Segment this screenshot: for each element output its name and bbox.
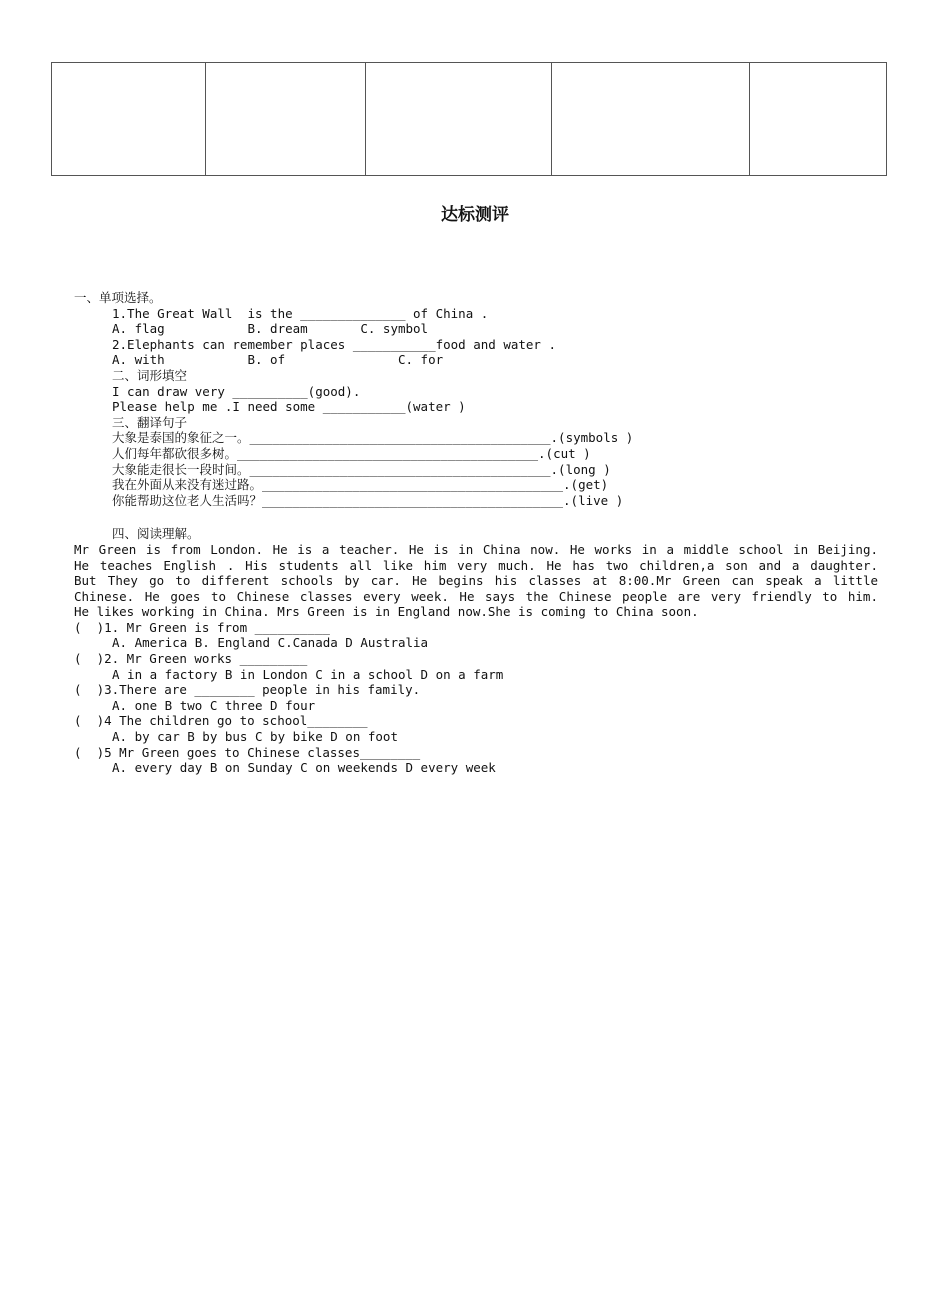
reading-question: ( )5 Mr Green goes to Chinese classes________ <box>74 744 421 760</box>
passage-line: He teaches English . His students all like him very much. He has two children,a son and a daughter. <box>74 557 878 573</box>
section1-heading: 一、单项选择。 <box>74 290 162 305</box>
reading-question-options: A. every day B on Sunday C on weekends D every week <box>112 760 496 776</box>
reading-question: ( )3.There are ________ people in his family. <box>74 682 421 698</box>
reading-question: ( )4 The children go to school________ <box>74 713 368 729</box>
translation-item: 大象能走很长一段时间。________________________________________.(long ) <box>112 461 611 477</box>
section1-question-1: 1.The Great Wall is the ______________ of China . <box>112 305 489 321</box>
translation-item: 你能帮助这位老人生活吗？________________________________________.(live ) <box>112 492 624 508</box>
section3-heading: 三、翻译句子 <box>112 414 188 430</box>
reading-question: ( )2. Mr Green works _________ <box>74 651 308 667</box>
page-title: 达标测评 <box>441 205 509 225</box>
passage-line: Mr Green is from London. He is a teacher. He is in China now. He works in a middle school in Beijing. <box>74 541 878 557</box>
section2-question-2: Please help me .I need some ___________(water ) <box>112 399 466 415</box>
section4-heading: 四、阅读理解。 <box>112 526 200 542</box>
header-cell <box>750 63 887 176</box>
header-cell <box>206 63 366 176</box>
reading-question-options: A in a factory B in London C in a school D on a farm <box>112 666 504 682</box>
translation-item: 大象是泰国的象征之一。________________________________________.(symbols ) <box>112 430 634 446</box>
section1-question-2: 2.Elephants can remember places ___________food and water . <box>112 336 557 352</box>
reading-question-options: A. America B. England C.Canada D Australia <box>112 635 429 651</box>
passage-line: But They go to different schools by car. He begins his classes at 8:00.Mr Green can speak a little <box>74 573 878 589</box>
exercise-content <box>74 290 878 776</box>
translation-item: 人们每年都砍很多树。________________________________________.(cut ) <box>112 445 591 461</box>
header-cell <box>552 63 750 176</box>
header-table-row <box>52 63 887 176</box>
header-cell <box>52 63 206 176</box>
header-table <box>51 62 887 176</box>
section2-heading: 二、词形填空 <box>112 367 188 383</box>
passage-line: He likes working in China. Mrs Green is in England now.She is coming to China soon. <box>74 604 699 620</box>
reading-question-options: A. by car B by bus C by bike D on foot <box>112 729 398 745</box>
passage-line: Chinese. He goes to Chinese classes every week. He says the Chinese people are very friendly to him. <box>74 588 878 604</box>
reading-question: ( )1. Mr Green is from __________ <box>74 619 330 635</box>
section1-question-1-options: A. flag B. dream C. symbol <box>112 321 429 337</box>
section1-question-2-options: A. with B. of C. for <box>112 352 444 368</box>
translation-item: 我在外面从来没有迷过路。________________________________________.(get) <box>112 477 609 493</box>
section2-question-1: I can draw very __________(good). <box>112 383 361 399</box>
header-cell <box>366 63 552 176</box>
reading-question-options: A. one B two C three D four <box>112 697 316 713</box>
